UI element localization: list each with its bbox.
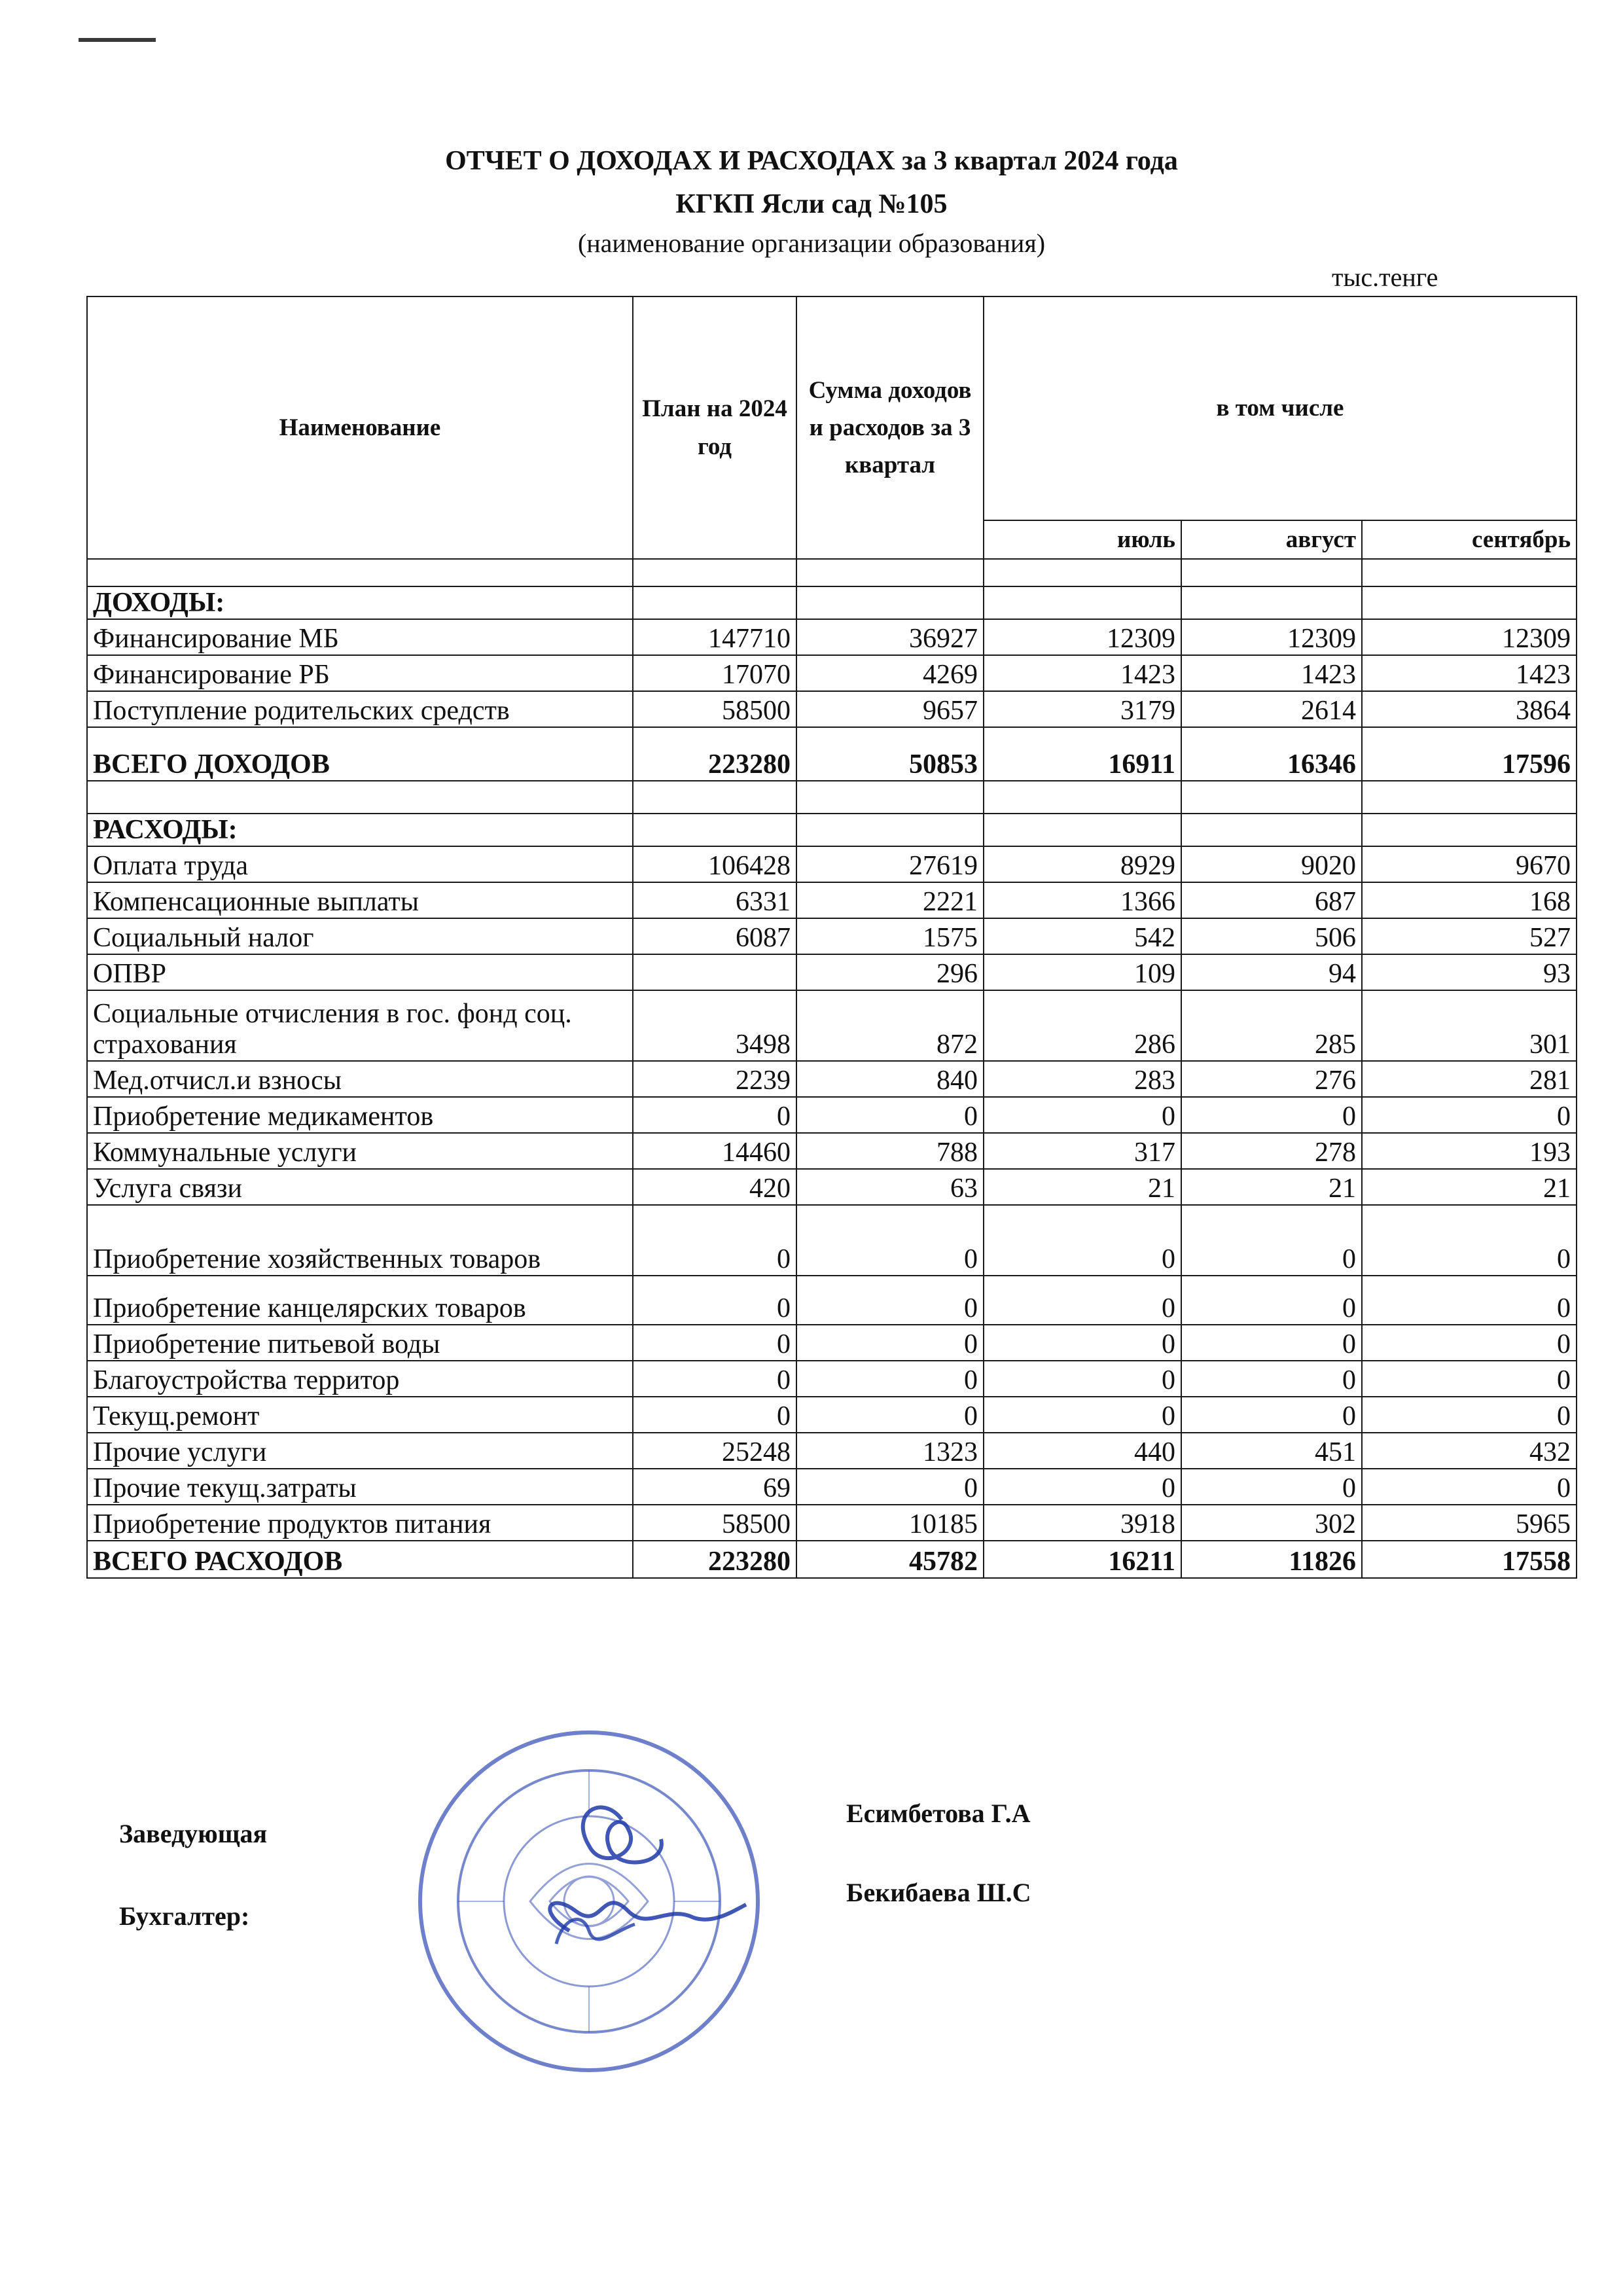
row-name: Мед.отчисл.и взносы <box>87 1061 633 1097</box>
july-value: 0 <box>984 1276 1181 1325</box>
column-header-september: сентябрь <box>1362 520 1577 559</box>
august-value: 0 <box>1181 1325 1362 1361</box>
report-title: ОТЧЕТ О ДОХОДАХ И РАСХОДАХ за 3 квартал 2024 года <box>445 146 1178 176</box>
july-value: 1366 <box>984 882 1181 918</box>
row-name: Приобретение питьевой воды <box>87 1325 633 1361</box>
july-value: 21 <box>984 1169 1181 1205</box>
row-name: Услуга связи <box>87 1169 633 1205</box>
august-value: 0 <box>1181 1205 1362 1276</box>
expense-row <box>87 1397 1577 1433</box>
quarter-sum-value: 840 <box>796 1061 984 1097</box>
head-role: Заведующая <box>119 1819 268 1848</box>
quarter-sum-value: 0 <box>796 1205 984 1276</box>
expense-row <box>87 1169 1577 1205</box>
september-value: 0 <box>1362 1397 1577 1433</box>
september-value: 5965 <box>1362 1505 1577 1541</box>
accountant-name: Бекибаева Ш.С <box>846 1878 1031 1907</box>
july-value: 440 <box>984 1433 1181 1469</box>
plan-value: 17070 <box>633 655 796 691</box>
july-value: 109 <box>984 954 1181 990</box>
plan-value: 69 <box>633 1469 796 1505</box>
row-name: Коммунальные услуги <box>87 1133 633 1169</box>
expense-row <box>87 954 1577 990</box>
plan-value: 147710 <box>633 619 796 655</box>
expense-total-row <box>87 1541 1577 1578</box>
july-value: 3179 <box>984 691 1181 727</box>
plan-value: 0 <box>633 1205 796 1276</box>
plan-value: 2239 <box>633 1061 796 1097</box>
column-header-plan: План на 2024 год <box>633 296 796 559</box>
plan-value: 25248 <box>633 1433 796 1469</box>
july-value: 0 <box>984 1397 1181 1433</box>
july-value: 16211 <box>984 1541 1181 1578</box>
quarter-sum-value: 27619 <box>796 846 984 882</box>
section-title: РАСХОДЫ: <box>87 814 633 846</box>
quarter-sum-value: 36927 <box>796 619 984 655</box>
august-value: 278 <box>1181 1133 1362 1169</box>
round-stamp <box>406 1715 772 2081</box>
september-value: 9670 <box>1362 846 1577 882</box>
july-value: 1423 <box>984 655 1181 691</box>
income-row <box>87 619 1577 655</box>
september-value: 93 <box>1362 954 1577 990</box>
row-name: Компенсационные выплаты <box>87 882 633 918</box>
row-name: ВСЕГО РАСХОДОВ <box>87 1541 633 1578</box>
income-row <box>87 655 1577 691</box>
expense-row <box>87 882 1577 918</box>
september-value: 432 <box>1362 1433 1577 1469</box>
organization-name: КГКП Ясли сад №105 <box>675 189 948 219</box>
september-value: 0 <box>1362 1205 1577 1276</box>
quarter-sum-value: 4269 <box>796 655 984 691</box>
quarter-sum-value: 872 <box>796 990 984 1061</box>
row-name: Приобретение канцелярских товаров <box>87 1276 633 1325</box>
july-value: 8929 <box>984 846 1181 882</box>
august-value: 11826 <box>1181 1541 1362 1578</box>
plan-value: 0 <box>633 1097 796 1133</box>
quarter-sum-value: 2221 <box>796 882 984 918</box>
expense-row <box>87 1433 1577 1469</box>
accountant-role: Бухгалтер: <box>119 1901 250 1931</box>
quarter-sum-value: 1575 <box>796 918 984 954</box>
expense-row <box>87 846 1577 882</box>
expense-row <box>87 1205 1577 1276</box>
quarter-sum-value: 0 <box>796 1097 984 1133</box>
row-name: Текущ.ремонт <box>87 1397 633 1433</box>
row-name: Приобретение хозяйственных товаров <box>87 1205 633 1276</box>
plan-value: 58500 <box>633 691 796 727</box>
september-value: 3864 <box>1362 691 1577 727</box>
august-value: 0 <box>1181 1097 1362 1133</box>
row-name: Оплата труда <box>87 846 633 882</box>
september-value: 1423 <box>1362 655 1577 691</box>
plan-value: 14460 <box>633 1133 796 1169</box>
july-value: 0 <box>984 1205 1181 1276</box>
expense-section-row <box>87 814 1577 846</box>
plan-value: 223280 <box>633 1541 796 1578</box>
row-name: Социальный налог <box>87 918 633 954</box>
plan-value: 0 <box>633 1397 796 1433</box>
expense-row <box>87 918 1577 954</box>
quarter-sum-value: 788 <box>796 1133 984 1169</box>
row-name: Финансирование РБ <box>87 655 633 691</box>
row-name: Приобретение медикаментов <box>87 1097 633 1133</box>
stamp-graphic <box>406 1715 772 2081</box>
plan-value: 58500 <box>633 1505 796 1541</box>
quarter-sum-value: 0 <box>796 1397 984 1433</box>
row-name: ВСЕГО ДОХОДОВ <box>87 727 633 781</box>
blank-row <box>87 559 1577 586</box>
row-name: ОПВР <box>87 954 633 990</box>
quarter-sum-value: 63 <box>796 1169 984 1205</box>
september-value: 527 <box>1362 918 1577 954</box>
plan-value <box>633 954 796 990</box>
july-value: 0 <box>984 1361 1181 1397</box>
units-label: тыс.тенге <box>1332 262 1438 292</box>
quarter-sum-value: 296 <box>796 954 984 990</box>
row-name: Прочие текущ.затраты <box>87 1469 633 1505</box>
expense-row <box>87 1097 1577 1133</box>
august-value: 451 <box>1181 1433 1362 1469</box>
august-value: 0 <box>1181 1361 1362 1397</box>
plan-value: 6087 <box>633 918 796 954</box>
expense-row <box>87 1061 1577 1097</box>
september-value: 17558 <box>1362 1541 1577 1578</box>
august-value: 16346 <box>1181 727 1362 781</box>
september-value: 21 <box>1362 1169 1577 1205</box>
quarter-sum-value: 45782 <box>796 1541 984 1578</box>
august-value: 276 <box>1181 1061 1362 1097</box>
head-name: Есимбетова Г.А <box>846 1799 1031 1828</box>
plan-value: 6331 <box>633 882 796 918</box>
august-value: 0 <box>1181 1276 1362 1325</box>
august-value: 94 <box>1181 954 1362 990</box>
quarter-sum-value: 10185 <box>796 1505 984 1541</box>
august-value: 506 <box>1181 918 1362 954</box>
income-total-row <box>87 727 1577 781</box>
blank-row <box>87 781 1577 814</box>
august-value: 1423 <box>1181 655 1362 691</box>
income-expense-table <box>86 296 1577 1579</box>
quarter-sum-value: 0 <box>796 1361 984 1397</box>
september-value: 0 <box>1362 1276 1577 1325</box>
column-header-name: Наименование <box>87 296 633 559</box>
row-name: Социальные отчисления в гос. фонд соц. страхования <box>87 990 633 1061</box>
quarter-sum-value: 0 <box>796 1469 984 1505</box>
income-row <box>87 691 1577 727</box>
expense-row <box>87 1276 1577 1325</box>
column-header-including: в том числе <box>984 296 1577 520</box>
july-value: 0 <box>984 1469 1181 1505</box>
august-value: 285 <box>1181 990 1362 1061</box>
scan-mark <box>79 38 156 42</box>
july-value: 16911 <box>984 727 1181 781</box>
july-value: 286 <box>984 990 1181 1061</box>
plan-value: 0 <box>633 1276 796 1325</box>
september-value: 12309 <box>1362 619 1577 655</box>
august-value: 302 <box>1181 1505 1362 1541</box>
expense-row <box>87 1469 1577 1505</box>
quarter-sum-value: 50853 <box>796 727 984 781</box>
july-value: 317 <box>984 1133 1181 1169</box>
july-value: 542 <box>984 918 1181 954</box>
august-value: 0 <box>1181 1469 1362 1505</box>
quarter-sum-value: 0 <box>796 1276 984 1325</box>
plan-value: 3498 <box>633 990 796 1061</box>
august-value: 21 <box>1181 1169 1362 1205</box>
september-value: 0 <box>1362 1097 1577 1133</box>
organization-caption: (наименование организации образования) <box>577 228 1046 258</box>
september-value: 0 <box>1362 1469 1577 1505</box>
august-value: 9020 <box>1181 846 1362 882</box>
expense-row <box>87 1133 1577 1169</box>
september-value: 168 <box>1362 882 1577 918</box>
plan-value: 420 <box>633 1169 796 1205</box>
plan-value: 0 <box>633 1361 796 1397</box>
august-value: 2614 <box>1181 691 1362 727</box>
quarter-sum-value: 9657 <box>796 691 984 727</box>
plan-value: 223280 <box>633 727 796 781</box>
july-value: 3918 <box>984 1505 1181 1541</box>
column-header-july: июль <box>984 520 1181 559</box>
expense-row <box>87 990 1577 1061</box>
expense-row <box>87 1505 1577 1541</box>
income-section-row <box>87 586 1577 619</box>
column-header-august: август <box>1181 520 1362 559</box>
row-name: Финансирование МБ <box>87 619 633 655</box>
column-header-sum: Сумма доходов и расходов за 3 квартал <box>796 296 984 559</box>
august-value: 687 <box>1181 882 1362 918</box>
september-value: 0 <box>1362 1325 1577 1361</box>
july-value: 0 <box>984 1097 1181 1133</box>
september-value: 281 <box>1362 1061 1577 1097</box>
plan-value: 106428 <box>633 846 796 882</box>
july-value: 0 <box>984 1325 1181 1361</box>
quarter-sum-value: 0 <box>796 1325 984 1361</box>
row-name: Поступление родительских средств <box>87 691 633 727</box>
quarter-sum-value: 1323 <box>796 1433 984 1469</box>
august-value: 12309 <box>1181 619 1362 655</box>
september-value: 301 <box>1362 990 1577 1061</box>
row-name: Благоустройства территор <box>87 1361 633 1397</box>
section-title: ДОХОДЫ: <box>87 586 633 619</box>
august-value: 0 <box>1181 1397 1362 1433</box>
expense-row <box>87 1361 1577 1397</box>
row-name: Приобретение продуктов питания <box>87 1505 633 1541</box>
july-value: 283 <box>984 1061 1181 1097</box>
september-value: 17596 <box>1362 727 1577 781</box>
expense-row <box>87 1325 1577 1361</box>
plan-value: 0 <box>633 1325 796 1361</box>
september-value: 0 <box>1362 1361 1577 1397</box>
row-name: Прочие услуги <box>87 1433 633 1469</box>
july-value: 12309 <box>984 619 1181 655</box>
september-value: 193 <box>1362 1133 1577 1169</box>
